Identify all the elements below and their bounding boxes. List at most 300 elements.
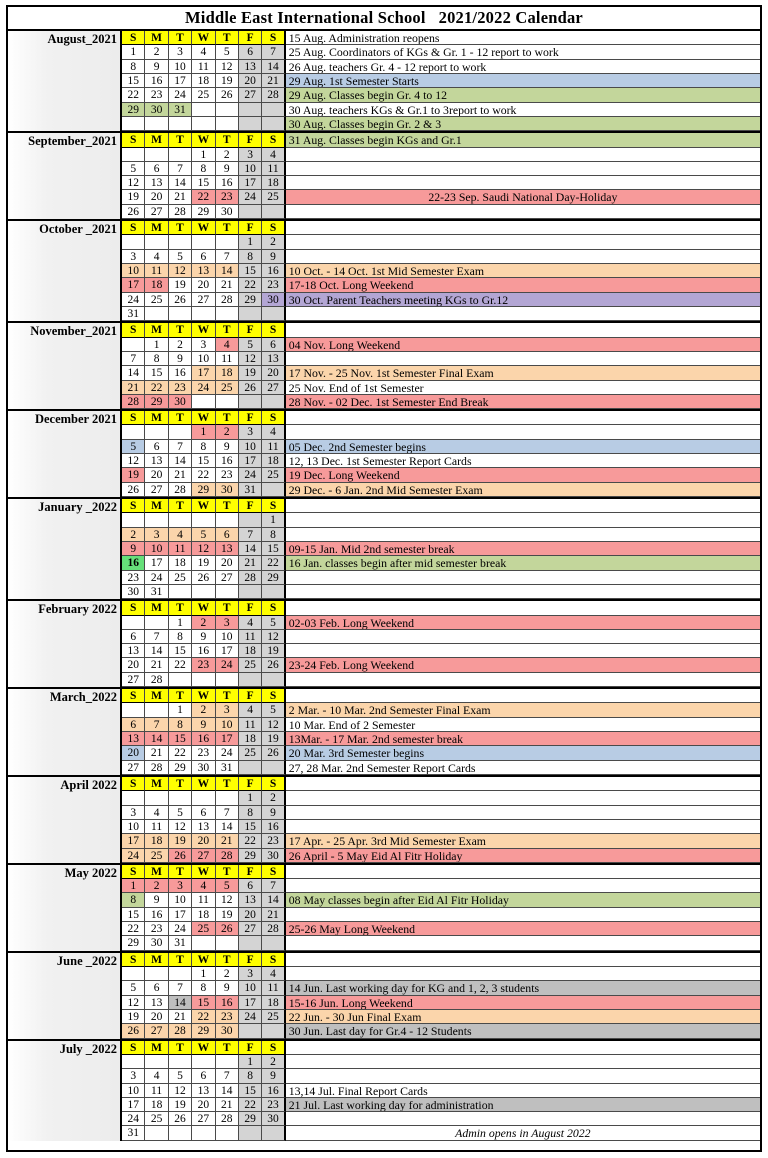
day-cell[interactable]: 30 (262, 849, 285, 863)
day-cell[interactable]: 29 (239, 293, 262, 307)
day-cell[interactable]: 18 (145, 1098, 168, 1112)
day-cell[interactable]: 3 (239, 148, 262, 162)
day-cell[interactable]: 20 (239, 908, 262, 922)
day-cell[interactable]: 4 (145, 806, 168, 820)
day-cell[interactable]: 5 (169, 806, 192, 820)
day-cell[interactable]: 17 (145, 556, 168, 570)
day-cell[interactable]: 1 (192, 425, 215, 439)
day-cell[interactable]: 28 (262, 88, 285, 102)
day-cell[interactable]: 16 (145, 74, 168, 88)
day-cell[interactable]: 4 (262, 148, 285, 162)
day-cell[interactable]: 31 (169, 936, 192, 950)
day-cell[interactable]: 25 (262, 1010, 285, 1024)
day-cell[interactable]: 5 (192, 528, 215, 542)
day-cell[interactable]: 17 (192, 366, 215, 380)
day-cell[interactable]: 9 (145, 60, 168, 74)
day-cell[interactable]: 13 (192, 1084, 215, 1098)
day-cell[interactable]: 20 (262, 366, 285, 380)
day-cell[interactable]: 10 (122, 1084, 145, 1098)
day-cell[interactable]: 30 (192, 761, 215, 775)
day-cell[interactable]: 7 (169, 981, 192, 995)
day-cell[interactable]: 22 (192, 468, 215, 482)
day-cell[interactable]: 27 (192, 293, 215, 307)
day-cell[interactable]: 3 (145, 528, 168, 542)
day-cell[interactable]: 17 (122, 278, 145, 292)
day-cell[interactable]: 20 (192, 278, 215, 292)
day-cell[interactable]: 30 (122, 585, 145, 599)
day-cell[interactable]: 4 (145, 1069, 168, 1083)
day-cell[interactable]: 5 (169, 250, 192, 264)
day-cell[interactable]: 22 (239, 834, 262, 848)
day-cell[interactable]: 2 (262, 1055, 285, 1069)
day-cell[interactable]: 1 (169, 703, 192, 717)
day-cell[interactable]: 12 (192, 542, 215, 556)
day-cell[interactable]: 16 (262, 1084, 285, 1098)
day-cell[interactable]: 4 (262, 425, 285, 439)
day-cell[interactable]: 18 (145, 278, 168, 292)
day-cell[interactable]: 1 (239, 235, 262, 249)
day-cell[interactable]: 10 (216, 630, 239, 644)
day-cell[interactable]: 15 (239, 1084, 262, 1098)
day-cell[interactable]: 5 (122, 162, 145, 176)
day-cell[interactable]: 23 (145, 88, 168, 102)
day-cell[interactable]: 7 (262, 879, 285, 893)
day-cell[interactable]: 25 (145, 293, 168, 307)
day-cell[interactable]: 12 (169, 820, 192, 834)
day-cell[interactable]: 21 (169, 468, 192, 482)
day-cell[interactable]: 18 (169, 556, 192, 570)
day-cell[interactable]: 4 (262, 967, 285, 981)
day-cell[interactable]: 28 (122, 395, 145, 409)
day-cell[interactable]: 13 (216, 542, 239, 556)
day-cell[interactable]: 26 (216, 88, 239, 102)
day-cell[interactable]: 11 (239, 718, 262, 732)
day-cell[interactable]: 13 (239, 60, 262, 74)
day-cell[interactable]: 12 (216, 893, 239, 907)
day-cell[interactable]: 30 (216, 483, 239, 497)
day-cell[interactable]: 25 (192, 922, 215, 936)
day-cell[interactable]: 5 (239, 338, 262, 352)
day-cell[interactable]: 29 (122, 103, 145, 117)
day-cell[interactable]: 14 (216, 1084, 239, 1098)
day-cell[interactable]: 24 (239, 1010, 262, 1024)
day-cell[interactable]: 30 (262, 1112, 285, 1126)
day-cell[interactable]: 22 (145, 381, 168, 395)
day-cell[interactable]: 22 (122, 922, 145, 936)
day-cell[interactable]: 6 (192, 250, 215, 264)
day-cell[interactable]: 27 (145, 483, 168, 497)
day-cell[interactable]: 7 (122, 352, 145, 366)
day-cell[interactable]: 13 (145, 996, 168, 1010)
day-cell[interactable]: 9 (216, 440, 239, 454)
day-cell[interactable]: 5 (262, 616, 285, 630)
day-cell[interactable]: 1 (145, 338, 168, 352)
day-cell[interactable]: 31 (216, 761, 239, 775)
day-cell[interactable]: 31 (239, 483, 262, 497)
day-cell[interactable]: 3 (169, 45, 192, 59)
day-cell[interactable]: 19 (192, 556, 215, 570)
day-cell[interactable]: 18 (239, 644, 262, 658)
day-cell[interactable]: 5 (122, 440, 145, 454)
day-cell[interactable]: 20 (192, 834, 215, 848)
day-cell[interactable]: 13 (145, 176, 168, 190)
day-cell[interactable]: 22 (262, 556, 285, 570)
day-cell[interactable]: 23 (192, 658, 215, 672)
day-cell[interactable]: 3 (169, 879, 192, 893)
day-cell[interactable]: 21 (169, 1010, 192, 1024)
day-cell[interactable]: 1 (262, 513, 285, 527)
day-cell[interactable]: 28 (216, 1112, 239, 1126)
day-cell[interactable]: 10 (216, 718, 239, 732)
day-cell[interactable]: 26 (122, 483, 145, 497)
day-cell[interactable]: 25 (192, 88, 215, 102)
day-cell[interactable]: 24 (239, 190, 262, 204)
day-cell[interactable]: 16 (169, 366, 192, 380)
day-cell[interactable]: 18 (192, 908, 215, 922)
day-cell[interactable]: 4 (145, 250, 168, 264)
day-cell[interactable]: 13 (239, 893, 262, 907)
day-cell[interactable]: 31 (122, 307, 145, 321)
day-cell[interactable]: 19 (169, 278, 192, 292)
day-cell[interactable]: 26 (192, 571, 215, 585)
day-cell[interactable]: 27 (239, 922, 262, 936)
day-cell[interactable]: 4 (239, 616, 262, 630)
day-cell[interactable]: 12 (216, 60, 239, 74)
day-cell[interactable]: 9 (262, 250, 285, 264)
day-cell[interactable]: 11 (192, 893, 215, 907)
day-cell[interactable]: 23 (169, 381, 192, 395)
day-cell[interactable]: 15 (239, 820, 262, 834)
day-cell[interactable]: 2 (122, 528, 145, 542)
day-cell[interactable]: 15 (192, 996, 215, 1010)
day-cell[interactable]: 21 (145, 658, 168, 672)
day-cell[interactable]: 25 (262, 468, 285, 482)
day-cell[interactable]: 30 (145, 936, 168, 950)
day-cell[interactable]: 12 (169, 264, 192, 278)
day-cell[interactable]: 22 (169, 658, 192, 672)
day-cell[interactable]: 26 (262, 658, 285, 672)
day-cell[interactable]: 5 (216, 45, 239, 59)
day-cell[interactable]: 24 (239, 468, 262, 482)
day-cell[interactable]: 23 (262, 1098, 285, 1112)
day-cell[interactable]: 25 (239, 658, 262, 672)
day-cell[interactable]: 24 (169, 88, 192, 102)
day-cell[interactable]: 18 (262, 996, 285, 1010)
day-cell[interactable]: 16 (192, 644, 215, 658)
day-cell[interactable]: 19 (216, 908, 239, 922)
day-cell[interactable]: 12 (122, 176, 145, 190)
day-cell[interactable]: 4 (239, 703, 262, 717)
day-cell[interactable]: 15 (192, 454, 215, 468)
day-cell[interactable]: 2 (216, 967, 239, 981)
day-cell[interactable]: 3 (122, 1069, 145, 1083)
day-cell[interactable]: 27 (122, 673, 145, 687)
day-cell[interactable]: 8 (169, 718, 192, 732)
day-cell[interactable]: 15 (122, 74, 145, 88)
day-cell[interactable]: 7 (169, 440, 192, 454)
day-cell[interactable]: 18 (216, 366, 239, 380)
day-cell[interactable]: 20 (145, 468, 168, 482)
day-cell[interactable]: 23 (145, 922, 168, 936)
day-cell[interactable]: 7 (216, 250, 239, 264)
day-cell[interactable]: 10 (239, 981, 262, 995)
day-cell[interactable]: 31 (145, 585, 168, 599)
day-cell[interactable]: 24 (145, 571, 168, 585)
day-cell[interactable]: 16 (122, 556, 145, 570)
day-cell[interactable]: 1 (122, 45, 145, 59)
day-cell[interactable]: 24 (122, 1112, 145, 1126)
day-cell[interactable]: 24 (216, 658, 239, 672)
day-cell[interactable]: 21 (216, 278, 239, 292)
day-cell[interactable]: 8 (239, 806, 262, 820)
day-cell[interactable]: 3 (192, 338, 215, 352)
day-cell[interactable]: 3 (239, 967, 262, 981)
day-cell[interactable]: 12 (169, 1084, 192, 1098)
day-cell[interactable]: 8 (145, 352, 168, 366)
day-cell[interactable]: 11 (145, 1084, 168, 1098)
day-cell[interactable]: 6 (145, 981, 168, 995)
day-cell[interactable]: 11 (262, 440, 285, 454)
day-cell[interactable]: 10 (122, 820, 145, 834)
day-cell[interactable]: 22 (239, 1098, 262, 1112)
day-cell[interactable]: 5 (122, 981, 145, 995)
day-cell[interactable]: 16 (216, 454, 239, 468)
day-cell[interactable]: 8 (239, 1069, 262, 1083)
day-cell[interactable]: 26 (169, 849, 192, 863)
day-cell[interactable]: 2 (169, 338, 192, 352)
day-cell[interactable]: 17 (239, 176, 262, 190)
day-cell[interactable]: 25 (145, 1112, 168, 1126)
day-cell[interactable]: 19 (122, 190, 145, 204)
day-cell[interactable]: 27 (145, 205, 168, 219)
day-cell[interactable]: 24 (122, 849, 145, 863)
day-cell[interactable]: 14 (169, 454, 192, 468)
day-cell[interactable]: 16 (192, 732, 215, 746)
day-cell[interactable]: 3 (122, 806, 145, 820)
day-cell[interactable]: 10 (145, 542, 168, 556)
day-cell[interactable]: 16 (145, 908, 168, 922)
day-cell[interactable]: 29 (239, 1112, 262, 1126)
day-cell[interactable]: 24 (216, 746, 239, 760)
day-cell[interactable]: 12 (262, 630, 285, 644)
day-cell[interactable]: 25 (169, 571, 192, 585)
day-cell[interactable]: 27 (216, 571, 239, 585)
day-cell[interactable]: 21 (122, 381, 145, 395)
day-cell[interactable]: 6 (216, 528, 239, 542)
day-cell[interactable]: 5 (216, 879, 239, 893)
day-cell[interactable]: 29 (262, 571, 285, 585)
day-cell[interactable]: 20 (122, 658, 145, 672)
day-cell[interactable]: 29 (192, 1024, 215, 1038)
day-cell[interactable]: 28 (145, 673, 168, 687)
day-cell[interactable]: 29 (192, 205, 215, 219)
day-cell[interactable]: 28 (169, 205, 192, 219)
day-cell[interactable]: 23 (122, 571, 145, 585)
day-cell[interactable]: 1 (122, 879, 145, 893)
day-cell[interactable]: 11 (145, 820, 168, 834)
day-cell[interactable]: 5 (169, 1069, 192, 1083)
day-cell[interactable]: 10 (192, 352, 215, 366)
day-cell[interactable]: 20 (192, 1098, 215, 1112)
day-cell[interactable]: 18 (239, 732, 262, 746)
day-cell[interactable]: 16 (216, 996, 239, 1010)
day-cell[interactable]: 30 (216, 205, 239, 219)
day-cell[interactable]: 9 (192, 630, 215, 644)
day-cell[interactable]: 6 (192, 806, 215, 820)
day-cell[interactable]: 9 (122, 542, 145, 556)
day-cell[interactable]: 13 (122, 732, 145, 746)
day-cell[interactable]: 19 (262, 644, 285, 658)
day-cell[interactable]: 8 (239, 250, 262, 264)
day-cell[interactable]: 22 (169, 746, 192, 760)
day-cell[interactable]: 3 (239, 425, 262, 439)
day-cell[interactable]: 9 (216, 981, 239, 995)
day-cell[interactable]: 14 (216, 264, 239, 278)
day-cell[interactable]: 30 (145, 103, 168, 117)
day-cell[interactable]: 17 (216, 644, 239, 658)
day-cell[interactable]: 21 (216, 1098, 239, 1112)
day-cell[interactable]: 11 (262, 162, 285, 176)
day-cell[interactable]: 1 (239, 1055, 262, 1069)
day-cell[interactable]: 7 (169, 162, 192, 176)
day-cell[interactable]: 10 (239, 162, 262, 176)
day-cell[interactable]: 28 (169, 483, 192, 497)
day-cell[interactable]: 14 (145, 732, 168, 746)
day-cell[interactable]: 21 (262, 74, 285, 88)
day-cell[interactable]: 18 (192, 74, 215, 88)
day-cell[interactable]: 6 (122, 630, 145, 644)
day-cell[interactable]: 7 (216, 806, 239, 820)
day-cell[interactable]: 2 (192, 616, 215, 630)
day-cell[interactable]: 29 (169, 761, 192, 775)
day-cell[interactable]: 1 (169, 616, 192, 630)
day-cell[interactable]: 17 (169, 908, 192, 922)
day-cell[interactable]: 28 (262, 922, 285, 936)
day-cell[interactable]: 26 (216, 922, 239, 936)
day-cell[interactable]: 20 (145, 1010, 168, 1024)
day-cell[interactable]: 6 (239, 879, 262, 893)
day-cell[interactable]: 28 (216, 849, 239, 863)
day-cell[interactable]: 14 (239, 542, 262, 556)
day-cell[interactable]: 23 (216, 190, 239, 204)
day-cell[interactable]: 28 (239, 571, 262, 585)
day-cell[interactable]: 21 (145, 746, 168, 760)
day-cell[interactable]: 17 (169, 74, 192, 88)
day-cell[interactable]: 21 (239, 556, 262, 570)
day-cell[interactable]: 6 (145, 440, 168, 454)
day-cell[interactable]: 13 (192, 264, 215, 278)
day-cell[interactable]: 30 (262, 293, 285, 307)
day-cell[interactable]: 6 (262, 338, 285, 352)
day-cell[interactable]: 28 (145, 761, 168, 775)
day-cell[interactable]: 16 (262, 264, 285, 278)
day-cell[interactable]: 15 (169, 644, 192, 658)
day-cell[interactable]: 22 (192, 1010, 215, 1024)
day-cell[interactable]: 23 (216, 1010, 239, 1024)
day-cell[interactable]: 11 (192, 60, 215, 74)
day-cell[interactable]: 17 (239, 454, 262, 468)
day-cell[interactable]: 8 (122, 893, 145, 907)
day-cell[interactable]: 18 (262, 176, 285, 190)
day-cell[interactable]: 11 (169, 542, 192, 556)
day-cell[interactable]: 22 (192, 190, 215, 204)
day-cell[interactable]: 29 (239, 849, 262, 863)
day-cell[interactable]: 9 (192, 718, 215, 732)
day-cell[interactable]: 19 (122, 468, 145, 482)
day-cell[interactable]: 27 (192, 849, 215, 863)
day-cell[interactable]: 27 (122, 761, 145, 775)
day-cell[interactable]: 14 (122, 366, 145, 380)
day-cell[interactable]: 3 (122, 250, 145, 264)
day-cell[interactable]: 15 (122, 908, 145, 922)
day-cell[interactable]: 25 (145, 849, 168, 863)
day-cell[interactable]: 12 (122, 454, 145, 468)
day-cell[interactable]: 8 (262, 528, 285, 542)
day-cell[interactable]: 10 (169, 60, 192, 74)
day-cell[interactable]: 12 (122, 996, 145, 1010)
day-cell[interactable]: 1 (192, 967, 215, 981)
day-cell[interactable]: 17 (122, 834, 145, 848)
day-cell[interactable]: 14 (262, 60, 285, 74)
day-cell[interactable]: 27 (262, 381, 285, 395)
day-cell[interactable]: 13 (262, 352, 285, 366)
day-cell[interactable]: 19 (262, 732, 285, 746)
day-cell[interactable]: 16 (216, 176, 239, 190)
day-cell[interactable]: 2 (216, 148, 239, 162)
day-cell[interactable]: 12 (239, 352, 262, 366)
day-cell[interactable]: 7 (239, 528, 262, 542)
day-cell[interactable]: 26 (122, 1024, 145, 1038)
day-cell[interactable]: 6 (239, 45, 262, 59)
day-cell[interactable]: 23 (262, 278, 285, 292)
day-cell[interactable]: 10 (122, 264, 145, 278)
day-cell[interactable]: 10 (239, 440, 262, 454)
day-cell[interactable]: 15 (169, 732, 192, 746)
day-cell[interactable]: 19 (216, 74, 239, 88)
day-cell[interactable]: 14 (145, 644, 168, 658)
day-cell[interactable]: 25 (216, 381, 239, 395)
day-cell[interactable]: 19 (239, 366, 262, 380)
day-cell[interactable]: 9 (145, 893, 168, 907)
day-cell[interactable]: 14 (216, 820, 239, 834)
day-cell[interactable]: 25 (262, 190, 285, 204)
day-cell[interactable]: 23 (192, 746, 215, 760)
day-cell[interactable]: 24 (169, 922, 192, 936)
day-cell[interactable]: 24 (122, 293, 145, 307)
day-cell[interactable]: 14 (169, 996, 192, 1010)
day-cell[interactable]: 3 (216, 703, 239, 717)
day-cell[interactable]: 8 (192, 162, 215, 176)
day-cell[interactable]: 9 (169, 352, 192, 366)
day-cell[interactable]: 18 (145, 834, 168, 848)
day-cell[interactable]: 17 (239, 996, 262, 1010)
day-cell[interactable]: 4 (169, 528, 192, 542)
day-cell[interactable]: 15 (192, 176, 215, 190)
day-cell[interactable]: 20 (239, 74, 262, 88)
day-cell[interactable]: 27 (239, 88, 262, 102)
day-cell[interactable]: 22 (122, 88, 145, 102)
day-cell[interactable]: 3 (216, 616, 239, 630)
day-cell[interactable]: 19 (169, 1098, 192, 1112)
day-cell[interactable]: 11 (239, 630, 262, 644)
day-cell[interactable]: 17 (122, 1098, 145, 1112)
day-cell[interactable]: 2 (192, 703, 215, 717)
day-cell[interactable]: 20 (216, 556, 239, 570)
day-cell[interactable]: 9 (262, 806, 285, 820)
day-cell[interactable]: 30 (169, 395, 192, 409)
day-cell[interactable]: 25 (239, 746, 262, 760)
day-cell[interactable]: 2 (145, 879, 168, 893)
